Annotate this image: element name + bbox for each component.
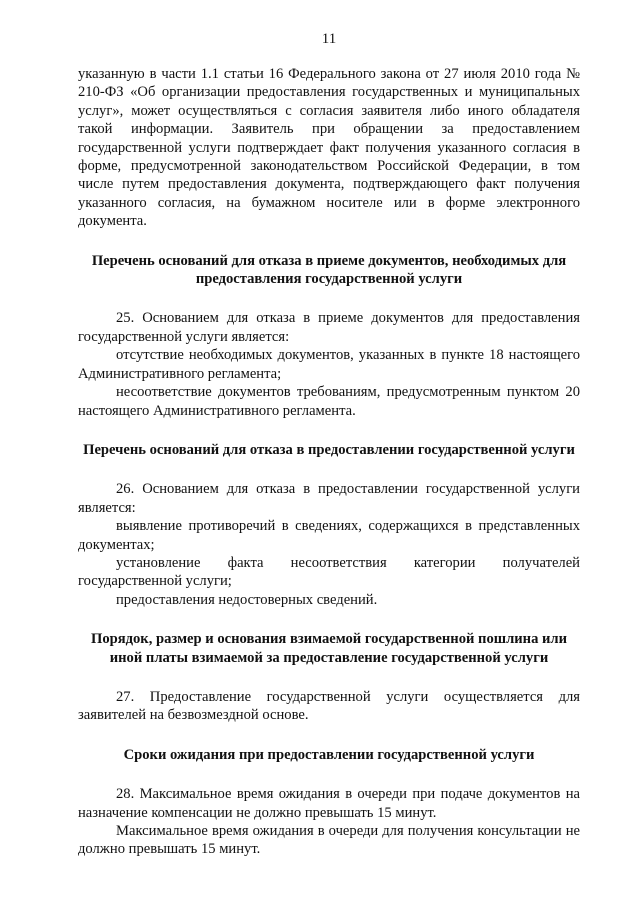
page-number: 11 (321, 31, 337, 47)
paragraph: 25. Основанием для отказа в приеме документов для предоставления государственной услуги является: (78, 310, 580, 345)
spacer (78, 420, 580, 441)
section-heading-refusal-service: Перечень оснований для отказа в предоставлении государственной услуги (83, 441, 575, 458)
spacer (78, 288, 580, 309)
section-heading-waiting-times: Сроки ожидания при предоставлении государственной услуги (123, 746, 535, 763)
spacer (78, 764, 580, 785)
paragraph: предоставления недостоверных сведений. (116, 591, 378, 608)
paragraph: установление факта несоответствия категории получателей государственной услуги; (78, 554, 580, 590)
section-heading-refusal-acceptance: Перечень оснований для отказа в приеме документов, необходимых для предоставления государственной услуги (91, 252, 567, 288)
spacer (78, 231, 580, 252)
paragraph: 26. Основанием для отказа в предоставлении государственной услуги является: (78, 481, 580, 516)
document-page (78, 30, 580, 859)
spacer (78, 725, 580, 746)
paragraph: 28. Максимальное время ожидания в очереди при подаче документов на назначение компенсации не должно превышать 15 минут. (78, 786, 580, 821)
paragraph: отсутствие необходимых документов, указанных в пункте 18 настоящего Административного регламента; (78, 347, 580, 382)
section-heading-fees: Порядок, размер и основания взимаемой государственной пошлина или иной платы взимаемой за предоставление государственной услуги (90, 631, 568, 666)
paragraph: 27. Предоставление государственной услуги осуществляется для заявителей на безвозмездной основе. (78, 688, 580, 724)
paragraph: выявление противоречий в сведениях, содержащихся в представленных документах; (78, 518, 580, 553)
spacer (78, 459, 580, 480)
spacer (78, 667, 580, 688)
intro-paragraph: указанную в части 1.1 статьи 16 Федерального закона от 27 июля 2010 года № 210-ФЗ «Об организации предоставления государственных и муниципальных услуг», может осуществляться с согласия заявителя либо иного обладателя такой информации. Заявитель при обращении за предоставлением государственной услуги подтверждает факт получения указанного согласия в форме, предусмотренной законодательством Российской Федерации, в том числе путем предоставления документа, подтверждающего факт получения указанного согласия, на бумажном носителе или в форме электронного документа. (78, 66, 580, 230)
paragraph: несоответствие документов требованиям, предусмотренным пунктом 20 настоящего Административного регламента. (78, 384, 580, 419)
paragraph: Максимальное время ожидания в очереди для получения консультации не должно превышать 15 минут. (78, 823, 580, 858)
spacer (78, 609, 580, 630)
